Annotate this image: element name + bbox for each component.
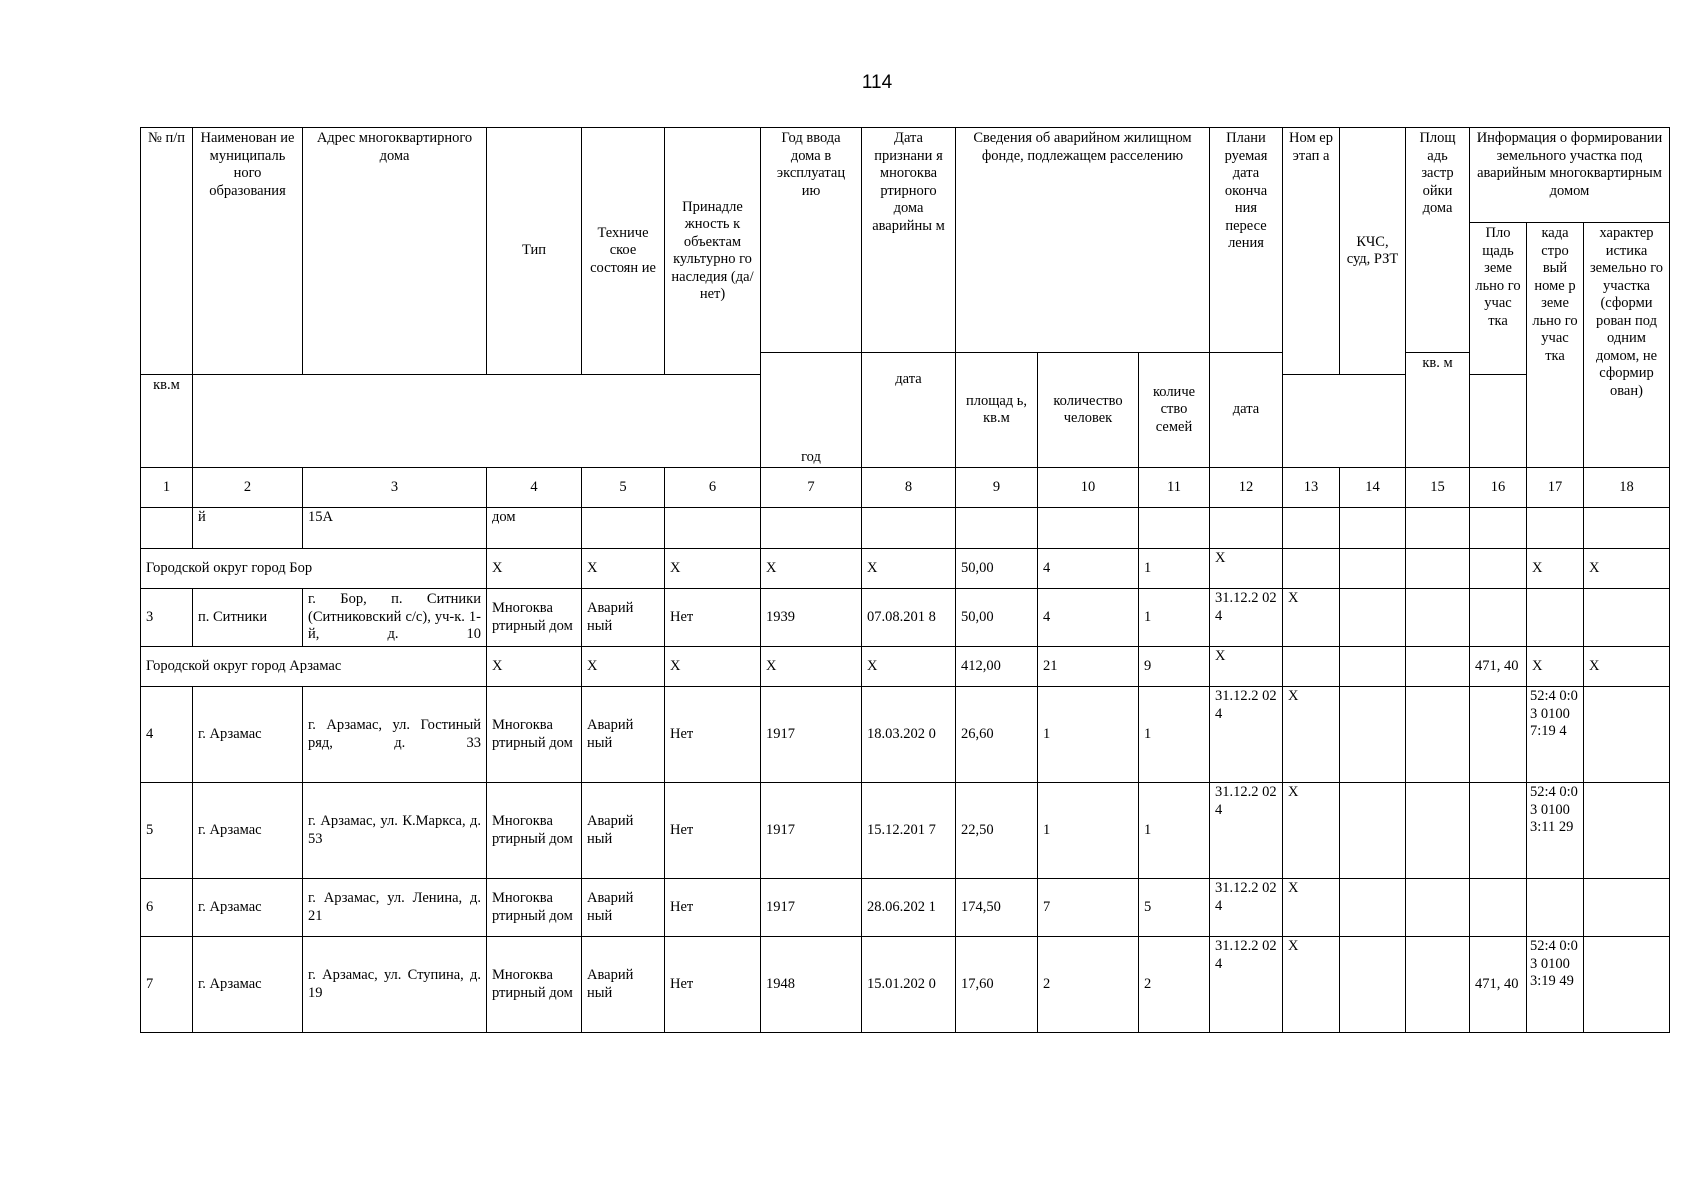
cell-address: г. Арзамас, ул. Ступина, д. 19	[303, 937, 487, 1033]
continuation-row	[141, 508, 1670, 549]
section-cell: X	[1584, 647, 1670, 687]
header-col-planned-date: Плани руемая дата оконча ния пересе ления	[1210, 128, 1283, 353]
section-title: Городской округ город Бор	[141, 549, 487, 589]
column-number: 9	[956, 468, 1038, 508]
cell-municipality: г. Арзамас	[193, 783, 303, 879]
section-cell: X	[487, 647, 582, 687]
header-unit-year: год	[761, 353, 862, 468]
section-cell	[1283, 647, 1340, 687]
cell-families: 1	[1139, 783, 1210, 879]
header-col-recognition-date: Дата признани я многоква ртирного дома аварийны м	[862, 128, 956, 353]
cell	[1139, 508, 1210, 549]
column-number: 11	[1139, 468, 1210, 508]
section-cell: X	[862, 549, 956, 589]
column-number: 5	[582, 468, 665, 508]
section-row	[141, 647, 1670, 687]
cell-year: 1917	[761, 687, 862, 783]
cell-area: 174,50	[956, 879, 1038, 937]
cell-heritage: Нет	[665, 879, 761, 937]
section-cell: 471, 40	[1470, 647, 1527, 687]
section-row	[141, 549, 1670, 589]
cell-type: Многоква ртирный дом	[487, 783, 582, 879]
header-row	[141, 128, 1670, 223]
header-unit-building-area: кв. м	[1406, 353, 1470, 468]
cell-address: 15А	[303, 508, 487, 549]
cell-municipality: г. Арзамас	[193, 937, 303, 1033]
cell-build-area	[1406, 783, 1470, 879]
cell-people: 1	[1038, 783, 1139, 879]
cell	[141, 508, 193, 549]
cell-address: г. Арзамас, ул. Гостиный ряд, д. 33	[303, 687, 487, 783]
cell-cadastral: 52:4 0:03 0100 3:19 49	[1527, 937, 1584, 1033]
cell-num: 4	[141, 687, 193, 783]
header-col-land-character: характер истика земельно го участка (сформи рован под одним домом, не сформир ован)	[1584, 223, 1670, 468]
cell-stage: X	[1283, 783, 1340, 879]
header-unit-planned-date: дата	[1210, 353, 1283, 468]
header-group-emergency-fund: Сведения об аварийном жилищном фонде, подлежащем расселению	[956, 128, 1210, 353]
section-cell	[1406, 647, 1470, 687]
header-unit-area: площад ь, кв.м	[956, 353, 1038, 468]
section-cell: X	[582, 549, 665, 589]
cell-heritage: Нет	[665, 783, 761, 879]
section-cell: 50,00	[956, 549, 1038, 589]
cell	[1406, 508, 1470, 549]
header-group-land-plot: Информация о формировании земельного участка под аварийным многоквартирным домом	[1470, 128, 1670, 223]
cell-municipality: п. Ситники	[193, 589, 303, 647]
cell-people: 1	[1038, 687, 1139, 783]
cell-kchs	[1340, 687, 1406, 783]
cell-plan-date: 31.12.2 024	[1210, 783, 1283, 879]
cell-type: Многоква ртирный дом	[487, 937, 582, 1033]
cell-kchs	[1340, 783, 1406, 879]
section-cell: X	[665, 647, 761, 687]
column-number: 18	[1584, 468, 1670, 508]
section-cell: 21	[1038, 647, 1139, 687]
cell-land-area	[1470, 687, 1527, 783]
resettlement-table	[140, 127, 1670, 1033]
section-cell: X	[582, 647, 665, 687]
section-cell: X	[1210, 647, 1283, 687]
cell-year: 1917	[761, 783, 862, 879]
cell-stage: X	[1283, 879, 1340, 937]
section-cell: X	[862, 647, 956, 687]
section-cell: 9	[1139, 647, 1210, 687]
cell-type: Многоква ртирный дом	[487, 687, 582, 783]
header-col-stage: Ном ер этап а	[1283, 128, 1340, 375]
cell-cadastral	[1527, 589, 1584, 647]
cell-year: 1939	[761, 589, 862, 647]
cell-date: 18.03.202 0	[862, 687, 956, 783]
cell-kchs	[1340, 589, 1406, 647]
cell	[1584, 508, 1670, 549]
cell-kchs	[1340, 879, 1406, 937]
header-col-num: № п/п	[141, 128, 193, 375]
section-cell: 412,00	[956, 647, 1038, 687]
cell-heritage: Нет	[665, 687, 761, 783]
section-cell	[1470, 549, 1527, 589]
header-col-type: Тип	[487, 128, 582, 375]
cell-type: Многоква ртирный дом	[487, 589, 582, 647]
cell-area: 50,00	[956, 589, 1038, 647]
cell	[582, 508, 665, 549]
section-cell	[1340, 647, 1406, 687]
column-numbers-row	[141, 468, 1670, 508]
table-row	[141, 937, 1670, 1033]
header-col-state: Техниче ское состоян ие	[582, 128, 665, 375]
column-number: 17	[1527, 468, 1584, 508]
cell-heritage: Нет	[665, 589, 761, 647]
cell	[1210, 508, 1283, 549]
cell-address: г. Арзамас, ул. К.Маркса, д. 53	[303, 783, 487, 879]
cell	[761, 508, 862, 549]
cell-kchs	[1340, 937, 1406, 1033]
column-number: 3	[303, 468, 487, 508]
header-col-kchs: КЧС, суд, РЗТ	[1340, 128, 1406, 375]
section-cell: 1	[1139, 549, 1210, 589]
cell-state: Аварий ный	[582, 589, 665, 647]
cell	[862, 508, 956, 549]
cell-date: 28.06.202 1	[862, 879, 956, 937]
cell-stage: X	[1283, 687, 1340, 783]
section-cell	[1283, 549, 1340, 589]
cell-stage: X	[1283, 589, 1340, 647]
cell-build-area	[1406, 589, 1470, 647]
column-number: 14	[1340, 468, 1406, 508]
table-row	[141, 879, 1670, 937]
cell-land-char	[1584, 937, 1670, 1033]
section-cell	[1406, 549, 1470, 589]
cell-land-area	[1470, 589, 1527, 647]
header-col-address: Адрес многоквартирного дома	[303, 128, 487, 375]
column-number: 16	[1470, 468, 1527, 508]
cell	[956, 508, 1038, 549]
section-cell: X	[761, 549, 862, 589]
cell-state: Аварий ный	[582, 937, 665, 1033]
table-row	[141, 783, 1670, 879]
cell-plan-date: 31.12.2 024	[1210, 879, 1283, 937]
cell-num: 6	[141, 879, 193, 937]
cell-stage: X	[1283, 937, 1340, 1033]
cell-families: 1	[1139, 687, 1210, 783]
cell-type: Многоква ртирный дом	[487, 879, 582, 937]
column-number: 6	[665, 468, 761, 508]
cell-land-area: 471, 40	[1470, 937, 1527, 1033]
column-number: 7	[761, 468, 862, 508]
section-cell: X	[1584, 549, 1670, 589]
cell	[1470, 508, 1527, 549]
column-number: 13	[1283, 468, 1340, 508]
column-number: 15	[1406, 468, 1470, 508]
cell-municipality: й	[193, 508, 303, 549]
column-number: 12	[1210, 468, 1283, 508]
column-number: 1	[141, 468, 193, 508]
cell-type: дом	[487, 508, 582, 549]
cell-families: 1	[1139, 589, 1210, 647]
cell	[1527, 508, 1584, 549]
cell-area: 22,50	[956, 783, 1038, 879]
cell-land-char	[1584, 783, 1670, 879]
cell-num: 5	[141, 783, 193, 879]
column-number: 8	[862, 468, 956, 508]
cell-state: Аварий ный	[582, 783, 665, 879]
column-number: 2	[193, 468, 303, 508]
cell	[665, 508, 761, 549]
section-cell: X	[1527, 647, 1584, 687]
header-unit-families: количе ство семей	[1139, 353, 1210, 468]
cell-land-area	[1470, 879, 1527, 937]
cell-build-area	[1406, 937, 1470, 1033]
header-unit-people: количество человек	[1038, 353, 1139, 468]
cell-land-char	[1584, 879, 1670, 937]
section-cell: X	[1527, 549, 1584, 589]
cell-people: 7	[1038, 879, 1139, 937]
header-col-cadastral: када стро вый номе р земе льно го учас тка	[1527, 223, 1584, 468]
column-number: 10	[1038, 468, 1139, 508]
header-unit-land-area: кв.м	[141, 375, 193, 468]
cell-state: Аварий ный	[582, 687, 665, 783]
header-unit-date: дата	[862, 353, 956, 468]
cell-cadastral: 52:4 0:03 0100 7:19 4	[1527, 687, 1584, 783]
cell-families: 2	[1139, 937, 1210, 1033]
section-cell: X	[1210, 549, 1283, 589]
cell-people: 2	[1038, 937, 1139, 1033]
cell-year: 1948	[761, 937, 862, 1033]
header-col-heritage: Принадле жность к объектам культурно го наследия (да/нет)	[665, 128, 761, 375]
cell-area: 26,60	[956, 687, 1038, 783]
cell-num: 7	[141, 937, 193, 1033]
cell-date: 15.01.202 0	[862, 937, 956, 1033]
table-row	[141, 687, 1670, 783]
section-title: Городской округ город Арзамас	[141, 647, 487, 687]
cell-date: 07.08.201 8	[862, 589, 956, 647]
cell-year: 1917	[761, 879, 862, 937]
cell-municipality: г. Арзамас	[193, 687, 303, 783]
cell-cadastral: 52:4 0:03 0100 3:11 29	[1527, 783, 1584, 879]
cell-address: г. Бор, п. Ситники (Ситниковский с/с), уч-к. 1-й, д. 10	[303, 589, 487, 647]
cell-plan-date: 31.12.2 024	[1210, 937, 1283, 1033]
cell-land-char	[1584, 589, 1670, 647]
cell	[1340, 508, 1406, 549]
page-number: 114	[861, 72, 893, 93]
header-col-building-area: Площ адь застр ойки дома	[1406, 128, 1470, 353]
cell-num: 3	[141, 589, 193, 647]
cell-cadastral	[1527, 879, 1584, 937]
cell-plan-date: 31.12.2 024	[1210, 589, 1283, 647]
section-cell	[1340, 549, 1406, 589]
cell-heritage: Нет	[665, 937, 761, 1033]
cell-state: Аварий ный	[582, 879, 665, 937]
table-row	[141, 589, 1670, 647]
cell-municipality: г. Арзамас	[193, 879, 303, 937]
cell-land-char	[1584, 687, 1670, 783]
column-number: 4	[487, 468, 582, 508]
cell-area: 17,60	[956, 937, 1038, 1033]
cell-address: г. Арзамас, ул. Ленина, д. 21	[303, 879, 487, 937]
cell-people: 4	[1038, 589, 1139, 647]
cell-date: 15.12.201 7	[862, 783, 956, 879]
section-cell: 4	[1038, 549, 1139, 589]
header-col-land-area: Пло щадь земе льно го учас тка	[1470, 223, 1527, 375]
cell	[1038, 508, 1139, 549]
cell-families: 5	[1139, 879, 1210, 937]
header-col-year: Год ввода дома в эксплуатац ию	[761, 128, 862, 353]
cell-build-area	[1406, 879, 1470, 937]
cell-land-area	[1470, 783, 1527, 879]
section-cell: X	[665, 549, 761, 589]
cell-plan-date: 31.12.2 024	[1210, 687, 1283, 783]
section-cell: X	[761, 647, 862, 687]
section-cell: X	[487, 549, 582, 589]
cell	[1283, 508, 1340, 549]
cell-build-area	[1406, 687, 1470, 783]
header-col-municipality: Наименован ие муниципаль ного образования	[193, 128, 303, 375]
